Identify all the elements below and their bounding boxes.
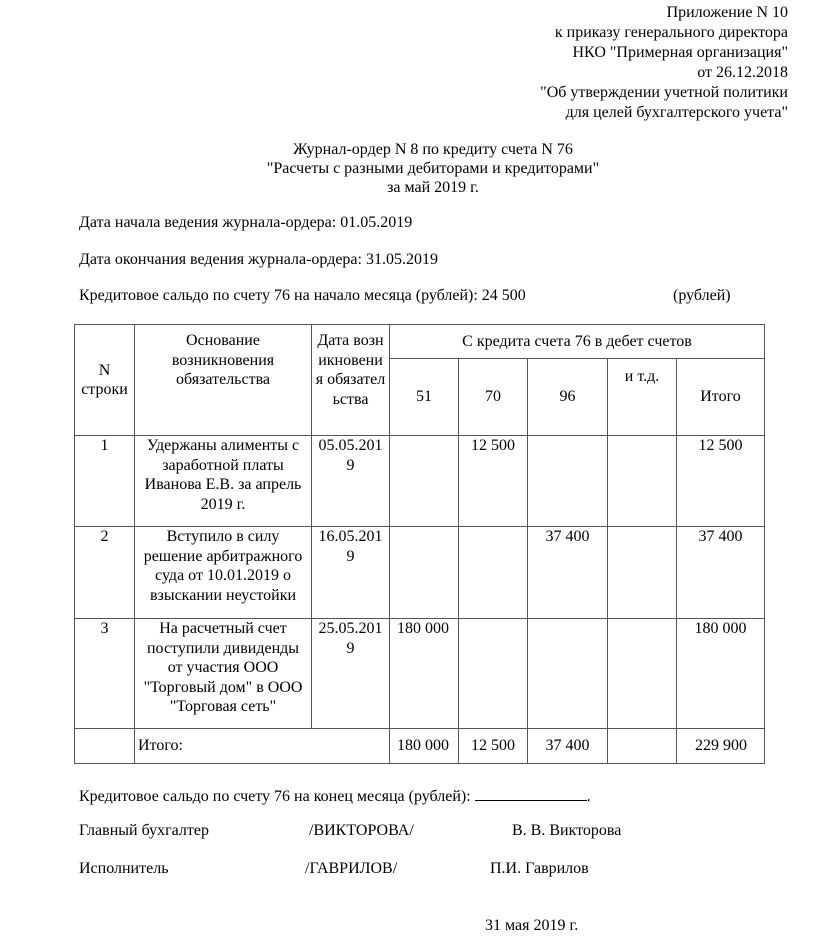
row-account-70 [459, 527, 528, 619]
row-account-96 [528, 619, 608, 729]
row-number: 1 [75, 436, 135, 527]
header-basis: Основание возникновения обязательства [135, 325, 312, 436]
table-row [75, 619, 765, 729]
row-account-etc [608, 436, 677, 527]
totals-account-96: 37 400 [528, 729, 608, 764]
table-row [75, 527, 765, 619]
executor-role: Исполнитель [79, 860, 169, 877]
executor-name: П.И. Гаврилов [490, 860, 589, 877]
appendix-line: для целей бухгалтерского учета" [565, 104, 788, 121]
title-line-2: "Расчеты с разными дебиторами и кредиторами" [266, 160, 600, 177]
title-line-3: за май 2019 г. [387, 179, 479, 196]
totals-label: Итого: [135, 729, 390, 764]
totals-account-etc [608, 729, 677, 764]
header-total: Итого [677, 359, 765, 436]
header-account-etc: и т.д. [608, 359, 677, 436]
opening-balance-unit: (рублей) [673, 287, 731, 304]
row-basis: На расчетный счет поступили дивиденды от участия ООО "Торговый дом" в ООО "Торговая сеть" [135, 619, 312, 729]
row-number: 3 [75, 619, 135, 729]
document-title [0, 140, 827, 197]
title-line-1: Журнал-ордер N 8 по кредиту счета N 76 [293, 141, 573, 158]
totals-empty-cell [75, 729, 135, 764]
start-date: Дата начала ведения журнала-ордера: 01.05.2019 [79, 214, 413, 231]
chief-accountant-signature: /ВИКТОРОВА/ [309, 822, 414, 839]
journal-order-table [74, 324, 765, 764]
table-row [75, 436, 765, 527]
opening-balance: Кредитовое сальдо по счету 76 на начало месяца (рублей): 24 500 [79, 287, 526, 304]
row-date: 25.05.2019 [312, 619, 390, 729]
row-account-51 [390, 436, 459, 527]
header-account-51: 51 [390, 359, 459, 436]
row-basis: Удержаны алименты с заработной платы Иванова Е.В. за апрель 2019 г. [135, 436, 312, 527]
executor-signature: /ГАВРИЛОВ/ [305, 860, 398, 877]
totals-account-51: 180 000 [390, 729, 459, 764]
header-account-70: 70 [459, 359, 528, 436]
chief-accountant-role: Главный бухгалтер [79, 822, 209, 839]
closing-balance-blank [475, 786, 587, 801]
closing-balance [79, 786, 591, 806]
row-account-51 [390, 527, 459, 619]
closing-balance-suffix: . [586, 788, 591, 805]
row-date: 16.05.2019 [312, 527, 390, 619]
appendix-line: от 26.12.2018 [697, 64, 788, 81]
chief-accountant-name: В. В. Викторова [512, 822, 622, 839]
header-credit-group: С кредита счета 76 в дебет счетов [390, 325, 765, 359]
header-account-96: 96 [528, 359, 608, 436]
appendix-line: Приложение N 10 [666, 4, 788, 21]
row-basis: Вступило в силу решение арбитражного суда от 10.01.2019 о взыскании неустойки [135, 527, 312, 619]
row-account-51: 180 000 [390, 619, 459, 729]
row-account-etc [608, 619, 677, 729]
row-total: 12 500 [677, 436, 765, 527]
row-date: 05.05.2019 [312, 436, 390, 527]
row-account-etc [608, 527, 677, 619]
row-number: 2 [75, 527, 135, 619]
appendix-header [540, 3, 788, 123]
totals-row [75, 729, 765, 764]
appendix-line: НКО "Примерная организация" [572, 44, 788, 61]
totals-account-70: 12 500 [459, 729, 528, 764]
row-account-96: 37 400 [528, 527, 608, 619]
row-account-70 [459, 619, 528, 729]
closing-balance-label: Кредитовое сальдо по счету 76 на конец месяца (рублей): [79, 788, 471, 805]
end-date: Дата окончания ведения журнала-ордера: 31.05.2019 [79, 251, 438, 268]
appendix-line: "Об утверждении учетной политики [540, 84, 788, 101]
header-row-number: N строки [75, 325, 135, 436]
row-total: 180 000 [677, 619, 765, 729]
row-account-96 [528, 436, 608, 527]
totals-total: 229 900 [677, 729, 765, 764]
document-date: 31 мая 2019 г. [485, 917, 579, 934]
appendix-line: к приказу генерального директора [554, 24, 788, 41]
header-date: Дата возникновения обязательства [312, 325, 390, 436]
row-account-70: 12 500 [459, 436, 528, 527]
row-total: 37 400 [677, 527, 765, 619]
